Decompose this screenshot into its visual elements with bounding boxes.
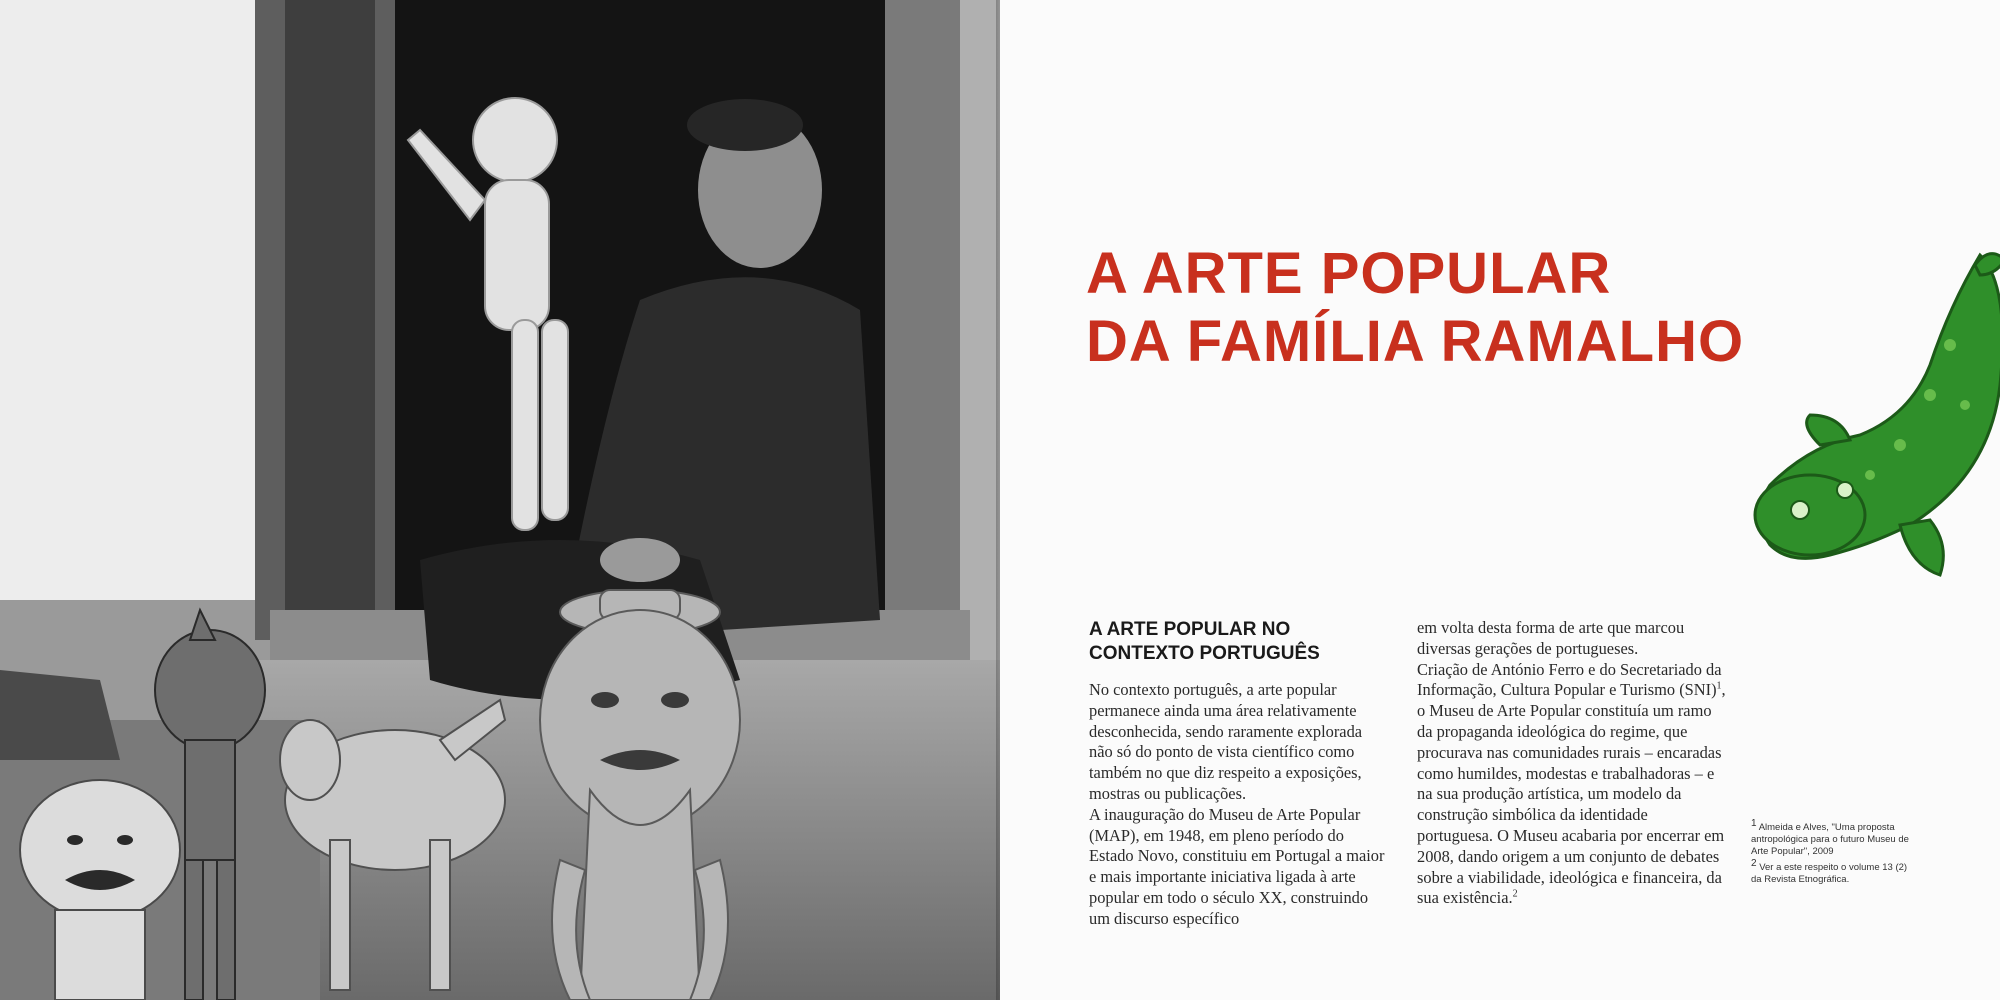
title-line-1: A ARTE POPULAR	[1086, 241, 1612, 306]
footnote-1	[1751, 817, 1911, 858]
paragraph-continuation: em volta desta forma de arte que marcou diversas gerações de portugueses.	[1417, 618, 1685, 658]
paragraph-intro: No contexto português, a arte popular permanece ainda uma área relativamente desconhecida, sendo raramente explorada não só do ponto de vista científico como também no que diz respeito a exposições, mostras ou publicações.	[1089, 680, 1363, 803]
footnote-1-mark: 1	[1751, 817, 1757, 829]
paragraph-museum-history	[1417, 660, 1727, 910]
footnotes	[1751, 817, 1911, 890]
footnote-2-text: Ver a este respeito o volume 13 (2) da Revista Etnográfica.	[1751, 862, 1908, 885]
page-title	[1086, 240, 1744, 376]
section-heading	[1089, 618, 1419, 666]
footnote-ref-1: 1	[1716, 680, 1722, 692]
green-lizard-figurine	[1750, 245, 2000, 605]
paragraph-museum-history-end: , o Museu de Arte Popular constituía um ramo da propaganda ideológica do regime, que procurava nas comunidades rurais – encaradas como humildes, modestas e trabalhadoras – e na sua produção artística, um modelo da construção simbólica da identidade portuguesa. O Museu acabaria por encerrar em 2008, dando origem a um conjunto de debates sobre a viabilidade, ideológica e financeira, da sua existência.	[1417, 680, 1726, 908]
text-page	[1000, 0, 2000, 1000]
text-column-right	[1417, 618, 1727, 909]
footnote-2	[1751, 857, 1911, 886]
paragraph-map-inauguration: A inauguração do Museu de Arte Popular (MAP), em 1948, em pleno período do Estado Novo, constituiu em Portugal a maior e mais importante iniciativa ligada à arte popular em todo o século XX, construindo um discurso específico	[1089, 804, 1385, 928]
text-column-left	[1089, 680, 1389, 930]
footnote-ref-2: 2	[1512, 888, 1518, 900]
paragraph-museum-history-start: Criação de António Ferro e do Secretariado da Informação, Cultura Popular e Turismo (SNI)	[1417, 659, 1722, 700]
section-heading-line-2: CONTEXTO PORTUGUÊS	[1089, 643, 1320, 664]
section-heading-line-1: A ARTE POPULAR NO	[1089, 619, 1291, 640]
title-line-2: DA FAMÍLIA RAMALHO	[1086, 309, 1745, 374]
footnote-2-mark: 2	[1751, 857, 1757, 869]
footnote-1-text: Almeida e Alves, "Uma proposta antropológica para o futuro Museu de Arte Popular", 2009	[1751, 822, 1909, 857]
